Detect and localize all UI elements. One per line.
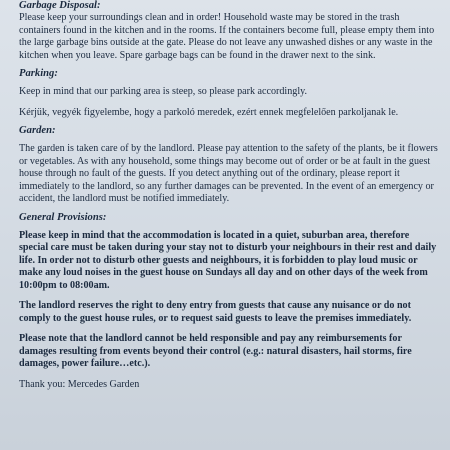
quiet-hours-text: Please keep in mind that the accommodation is located in a quiet, suburban area, therefore special care must be taken during your stay not to disturb your neighbours in their rest and daily life. In order not to disturb other guests and neighbours, it is forbidden to play loud music or make any loud noises in the guest house on Sundays all day and on other days of the week from 10:00pm to 08:00am. [19, 229, 437, 291]
general-provisions-heading: General Provisions: [19, 211, 107, 223]
document-content [19, 0, 438, 391]
liability-text: Please note that the landlord cannot be held responsible and pay any reimbursements for damages resulting from events beyond their control (e.g.: natural disasters, hail storms, fire damages, power failure…etc.). [19, 333, 412, 369]
garden-text: The garden is taken care of by the landlord. Please pay attention to the safety of the plants, be it flowers or vegetables. As with any household, some things may become out of order or be at fault in the guest house through no fault of the guests. If you detect anything out of the ordinary, please report it immediately to the landlord, so any further damages can be prevented. In the event of an emergency or accident, the landlord must be notified immediately. [19, 143, 438, 204]
entry-denial-text: The landlord reserves the right to deny entry from guests that cause any nuisance or do not comply to the guest house rules, or to request said guests to leave the premises immediately. [19, 300, 412, 324]
parking-text-hu: Kérjük, vegyék figyelembe, hogy a parkoló meredek, ezért ennek megfelelően parkoljanak le. [19, 106, 399, 118]
garden-heading: Garden: [19, 125, 56, 136]
parking-text-en: Keep in mind that our parking area is steep, so please park accordingly. [19, 86, 308, 97]
garbage-text: Please keep your surroundings clean and in order! Household waste may be stored in the trash containers found in the kitchen and in the rooms. If the containers become full, please empty them into the large garbage bins outside at the gate. Please do not leave any unwashed dishes or any waste in the kitchen when you leave. Spare garbage bags can be found in the drawer next to the sink. [19, 12, 435, 61]
signoff-text: Thank you: Mercedes Garden [19, 378, 140, 390]
garbage-heading: Garbage Disposal: [19, 0, 101, 11]
parking-heading: Parking: [19, 68, 58, 79]
